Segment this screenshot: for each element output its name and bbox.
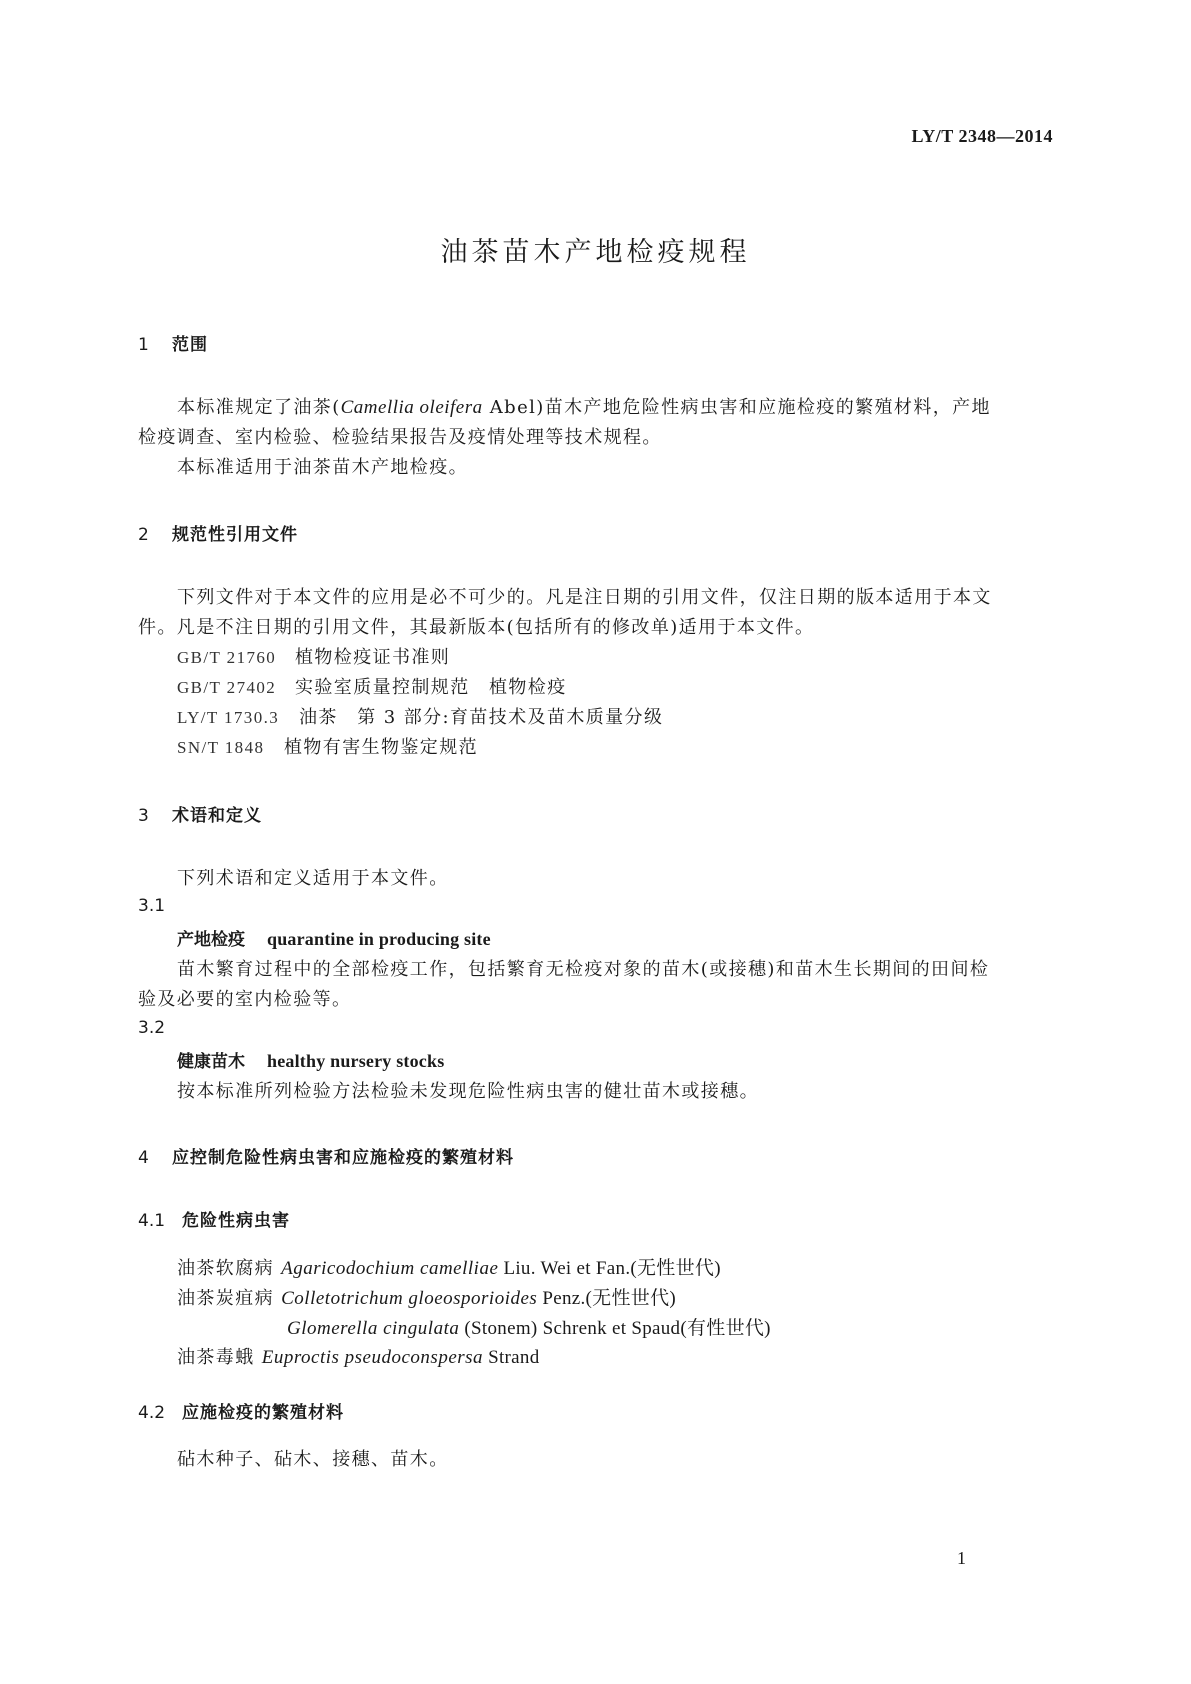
paragraph xyxy=(177,393,991,419)
document-title: 油茶苗木产地检疫规程 xyxy=(440,237,751,268)
section-4-heading xyxy=(138,1143,514,1168)
subsection-title: 应施检疫的繁殖材料 xyxy=(182,1403,344,1423)
term-zh: 健康苗木 xyxy=(177,1052,245,1072)
paragraph: 砧木种子、砧木、接穗、苗木。 xyxy=(177,1449,449,1470)
paragraph: 下列术语和定义适用于本文件。 xyxy=(177,868,449,889)
pest-item xyxy=(177,1343,540,1369)
reference-item xyxy=(177,703,663,729)
reference-title: 植物检疫证书准则 xyxy=(295,647,451,668)
latin-name: Camellia oleifera xyxy=(340,397,483,418)
section-title: 应控制危险性病虫害和应施检疫的繁殖材料 xyxy=(172,1148,514,1168)
subsection-4-1-heading xyxy=(138,1206,290,1231)
term-zh: 产地检疫 xyxy=(177,930,245,950)
text: Abel)苗木产地危险性病虫害和应施检疫的繁殖材料，产地 xyxy=(482,397,991,418)
latin-name: Euproctis pseudoconspersa xyxy=(261,1347,484,1368)
latin-name: Agaricodochium camelliae xyxy=(281,1258,499,1279)
section-title: 范围 xyxy=(172,335,208,355)
term-definition: 按本标准所列检验方法检验未发现危险性病虫害的健壮苗木或接穗。 xyxy=(177,1081,759,1102)
reference-code: SN/T 1848 xyxy=(177,738,265,757)
reference-code: GB/T 21760 xyxy=(177,648,277,667)
reference-title: 植物有害生物鉴定规范 xyxy=(284,737,478,758)
text: 本标准规定了油茶( xyxy=(177,397,341,418)
section-title: 规范性引用文件 xyxy=(172,525,298,545)
pest-name-zh: 油茶软腐病 xyxy=(177,1258,282,1279)
author: (Stonem) Schrenk et Spaud(有性世代) xyxy=(459,1318,771,1339)
paragraph-continuation: 件。凡是不注日期的引用文件，其最新版本(包括所有的修改单)适用于本文件。 xyxy=(138,617,815,638)
author: Strand xyxy=(483,1347,540,1368)
subsection-number: 4.2 xyxy=(138,1403,166,1423)
pest-item xyxy=(177,1283,676,1310)
section-number: 3 xyxy=(138,806,149,826)
pest-name-zh: 油茶毒蛾 xyxy=(177,1347,262,1368)
paragraph: 下列文件对于本文件的应用是必不可少的。凡是注日期的引用文件，仅注日期的版本适用于本文 xyxy=(177,587,992,608)
reference-code: LY/T 1730.3 xyxy=(177,708,280,727)
section-title: 术语和定义 xyxy=(172,806,262,826)
pest-item-continuation xyxy=(287,1313,771,1340)
term-number: 3.2 xyxy=(138,1018,166,1038)
paragraph-continuation: 检疫调查、室内检验、检验结果报告及疫情处理等技术规程。 xyxy=(138,427,662,448)
term-definition: 苗木繁育过程中的全部检疫工作，包括繁育无检疫对象的苗木(或接穗)和苗木生长期间的田间检 xyxy=(177,959,990,980)
latin-name: Glomerella cingulata xyxy=(287,1318,460,1339)
standard-code: LY/T 2348—2014 xyxy=(911,126,1053,146)
section-2-heading xyxy=(138,520,298,545)
reference-item xyxy=(177,643,450,669)
section-3-heading xyxy=(138,801,262,826)
subsection-title: 危险性病虫害 xyxy=(182,1211,290,1231)
latin-name: Colletotrichum gloeosporioides xyxy=(281,1288,538,1309)
reference-item xyxy=(177,733,478,759)
section-number: 2 xyxy=(138,525,149,545)
reference-item xyxy=(177,673,567,699)
section-number: 4 xyxy=(138,1148,149,1168)
author: Liu. Wei et Fan.(无性世代) xyxy=(498,1258,721,1279)
subsection-number: 4.1 xyxy=(138,1211,166,1231)
paragraph: 本标准适用于油茶苗木产地检疫。 xyxy=(177,457,468,478)
reference-title: 实验室质量控制规范 植物检疫 xyxy=(295,677,567,698)
term-heading xyxy=(177,1047,444,1072)
pest-item xyxy=(177,1253,721,1280)
section-1-heading xyxy=(138,330,208,355)
term-en: quarantine in producing site xyxy=(267,929,491,949)
reference-code: GB/T 27402 xyxy=(177,678,277,697)
pest-name-zh: 油茶炭疽病 xyxy=(177,1288,282,1309)
author: Penz.(无性世代) xyxy=(537,1288,676,1309)
section-number: 1 xyxy=(138,335,149,355)
term-en: healthy nursery stocks xyxy=(267,1051,445,1071)
term-heading xyxy=(177,925,491,950)
page-number: 1 xyxy=(957,1548,966,1568)
term-number: 3.1 xyxy=(138,896,166,916)
term-definition-continuation: 验及必要的室内检验等。 xyxy=(138,989,352,1010)
reference-title: 油茶 第 3 部分:育苗技术及苗木质量分级 xyxy=(299,707,664,728)
subsection-4-2-heading xyxy=(138,1398,344,1423)
